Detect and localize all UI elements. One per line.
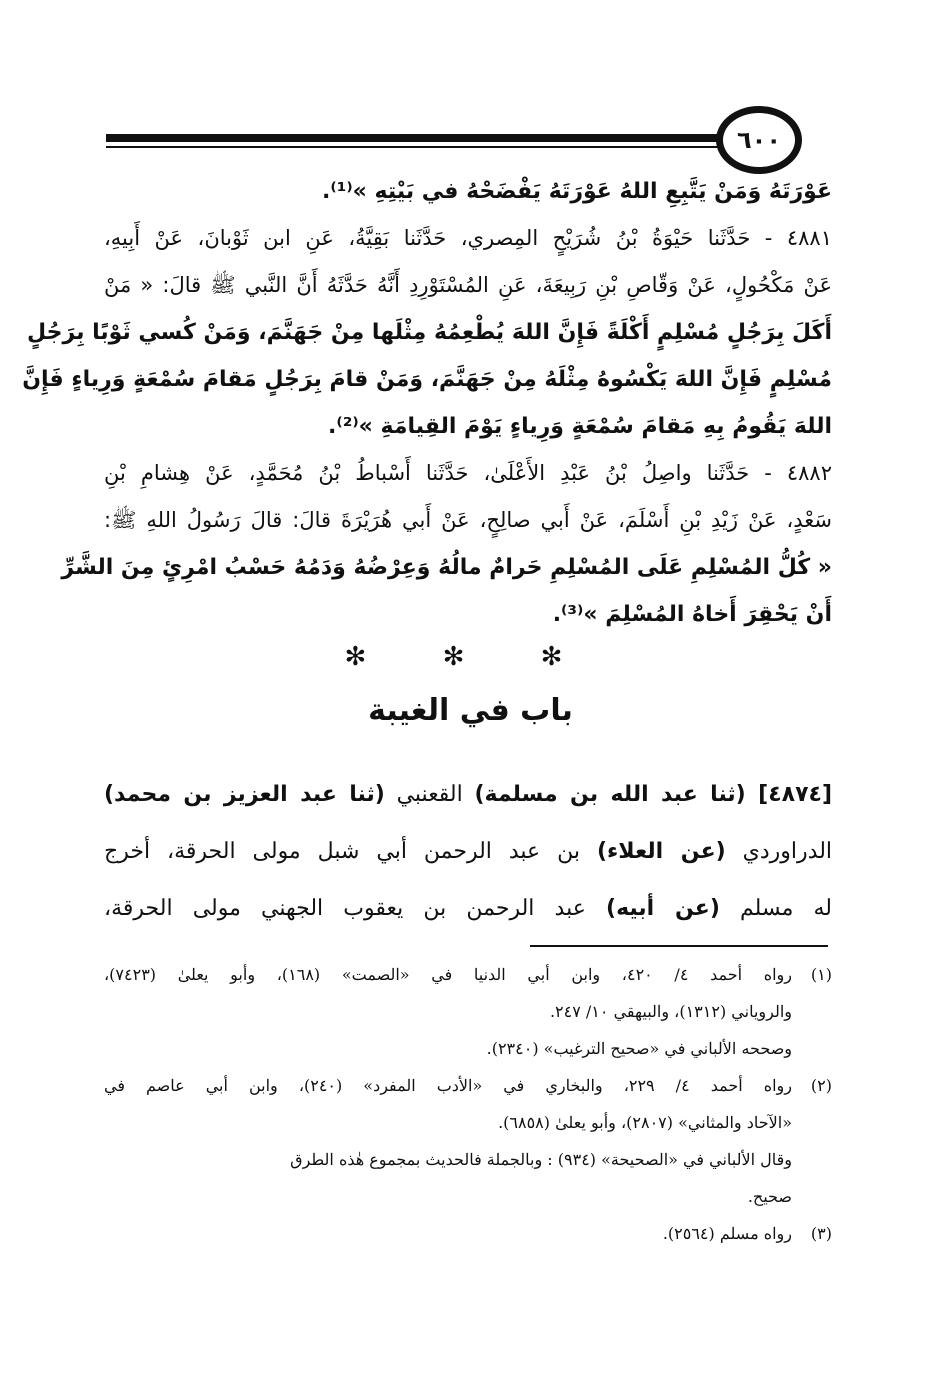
section-separator: ✻ ✻ ✻ [344, 642, 597, 672]
text-line: مُسْلِمٍ فَإِنَّ اللهَ يَكْسُوهُ مِثْلَهُ مِنْ جَهَنَّمَ، وَمَنْ قامَ بِرَجُلٍ مَقامَ سُمْعَةٍ وَرِياءٍ فَإِنَّ [22, 367, 832, 392]
commentary-segment: (ثنا عبد العزيز بن محمد) [104, 782, 385, 807]
text-line: ٤٨٨٢ - حَدَّثَنا واصِلُ بْنُ عَبْدِ الأَعْلَىٰ، حَدَّثَنا أَسْباطُ بْنُ مُحَمَّدٍ، عَنْ هِشامِ بْنِ [104, 461, 832, 485]
footnote-number: (٣) [810, 1224, 832, 1243]
page-number: ٦٠٠ [716, 106, 802, 174]
commentary-line [104, 823, 832, 880]
text-line: سَعْدٍ، عَنْ زَيْدِ بْنِ أَسْلَمَ، عَنْ أَبي صالِحٍ، عَنْ أَبي هُرَيْرَةَ قالَ: قالَ رَسُولُ اللهِ ﷺ: [104, 508, 832, 532]
commentary-segment: بن عبد الرحمن أبي شبل مولى الحرقة، أخرج [104, 839, 597, 864]
text-line: أَكَلَ بِرَجُلٍ مُسْلِمٍ أَكْلَةً فَإِنَّ اللهَ يُطْعِمُهُ مِثْلَها مِنْ جَهَنَّمَ، وَمَنْ كُسي ثَوْبًا بِرَجُلٍ [27, 320, 832, 345]
footnote-line: «الآحاد والمثاني» (٢٨٠٧)، وأبو يعلىٰ (٦٨٥٨). [498, 1113, 792, 1132]
header-rule [106, 134, 718, 142]
footnote-line: وصححه الألباني في «صحيح الترغيب» (٢٣٤٠). [486, 1039, 792, 1058]
footnote-line [104, 956, 832, 993]
text-line: « كُلُّ المُسْلِمِ عَلَى المُسْلِمِ حَرامٌ مالُهُ وَعِرْضُهُ وَدَمُهُ حَسْبُ امْرِئٍ مِنَ الشَّرِّ [61, 555, 832, 580]
hadith-text [22, 168, 832, 638]
text-line: اللهَ يَقُومُ بِهِ مَقامَ سُمْعَةٍ وَرِياءٍ يَوْمَ القِيامَةِ »⁽²⁾. [327, 414, 832, 439]
text-line: ٤٨٨١ - حَدَّثَنا حَيْوَةُ بْنُ شُرَيْحٍ المِصري، حَدَّثَنا بَقِيَّةُ، عَنِ ابن ثَوْبانَ، عَنْ أَبِيهِ، [104, 226, 832, 250]
commentary-segment: (عن العلاء) [596, 839, 726, 864]
footnote-number: (٢) [810, 1076, 833, 1095]
chapter-title: باب في الغيبة [368, 693, 573, 728]
footnotes [104, 956, 832, 1252]
commentary-segment: الدراوردي [725, 839, 833, 864]
commentary [104, 766, 832, 937]
commentary-line [104, 880, 832, 937]
commentary-line [104, 766, 832, 823]
footnote-line [104, 1067, 832, 1104]
footnote-divider [530, 945, 828, 947]
footnote-number: (١) [810, 965, 833, 984]
footnote-text: رواه أحمد ٤/ ٢٢٩، والبخاري في «الأدب المفرد» (٢٤٠)، وابن أبي عاصم في [104, 1076, 793, 1095]
text-line: عَوْرَتَهُ وَمَنْ يَتَّبِعِ اللهُ عَوْرَتَهُ يَفْضَحْهُ في بَيْتِهِ »⁽¹⁾. [321, 179, 832, 204]
footnote-text: رواه مسلم (٢٥٦٤). [662, 1224, 792, 1243]
commentary-segment: [٤٨٧٤] (ثنا عبد الله بن مسلمة) [474, 782, 832, 807]
footnote-line [104, 1215, 832, 1252]
header-rule-thin [106, 146, 718, 148]
commentary-segment: عبد الرحمن بن يعقوب الجهني مولى الحرقة، [104, 896, 607, 921]
footnote-line: والروياني (١٣١٢)، والبيهقي ١٠/ ٢٤٧. [549, 1002, 792, 1021]
footnote-line: وقال الألباني في «الصحيحة» (٩٣٤) : وبالجملة فالحديث بمجموع هٰذه الطرق [290, 1150, 792, 1169]
commentary-segment: القعنبي [384, 782, 475, 807]
footnote-line: صحيح. [747, 1187, 792, 1206]
text-line: عَنْ مَكْحُولٍ، عَنْ وَقّاصِ بْنِ رَبِيعَةَ، عَنِ المُسْتَوْرِدِ أَنَّهُ حَدَّثَهُ أَنَّ النَّبي ﷺ قالَ: « مَنْ [104, 273, 832, 297]
commentary-segment: (عن أبيه) [606, 896, 720, 921]
commentary-segment: له مسلم [719, 896, 833, 921]
footnote-text: رواه أحمد ٤/ ٤٢٠، وابن أبي الدنيا في «الصمت» (١٦٨)، وأبو يعلىٰ (٧٤٢٣)، [104, 965, 793, 984]
text-line: أَنْ يَحْقِرَ أَخاهُ المُسْلِمَ »⁽³⁾. [552, 602, 832, 627]
